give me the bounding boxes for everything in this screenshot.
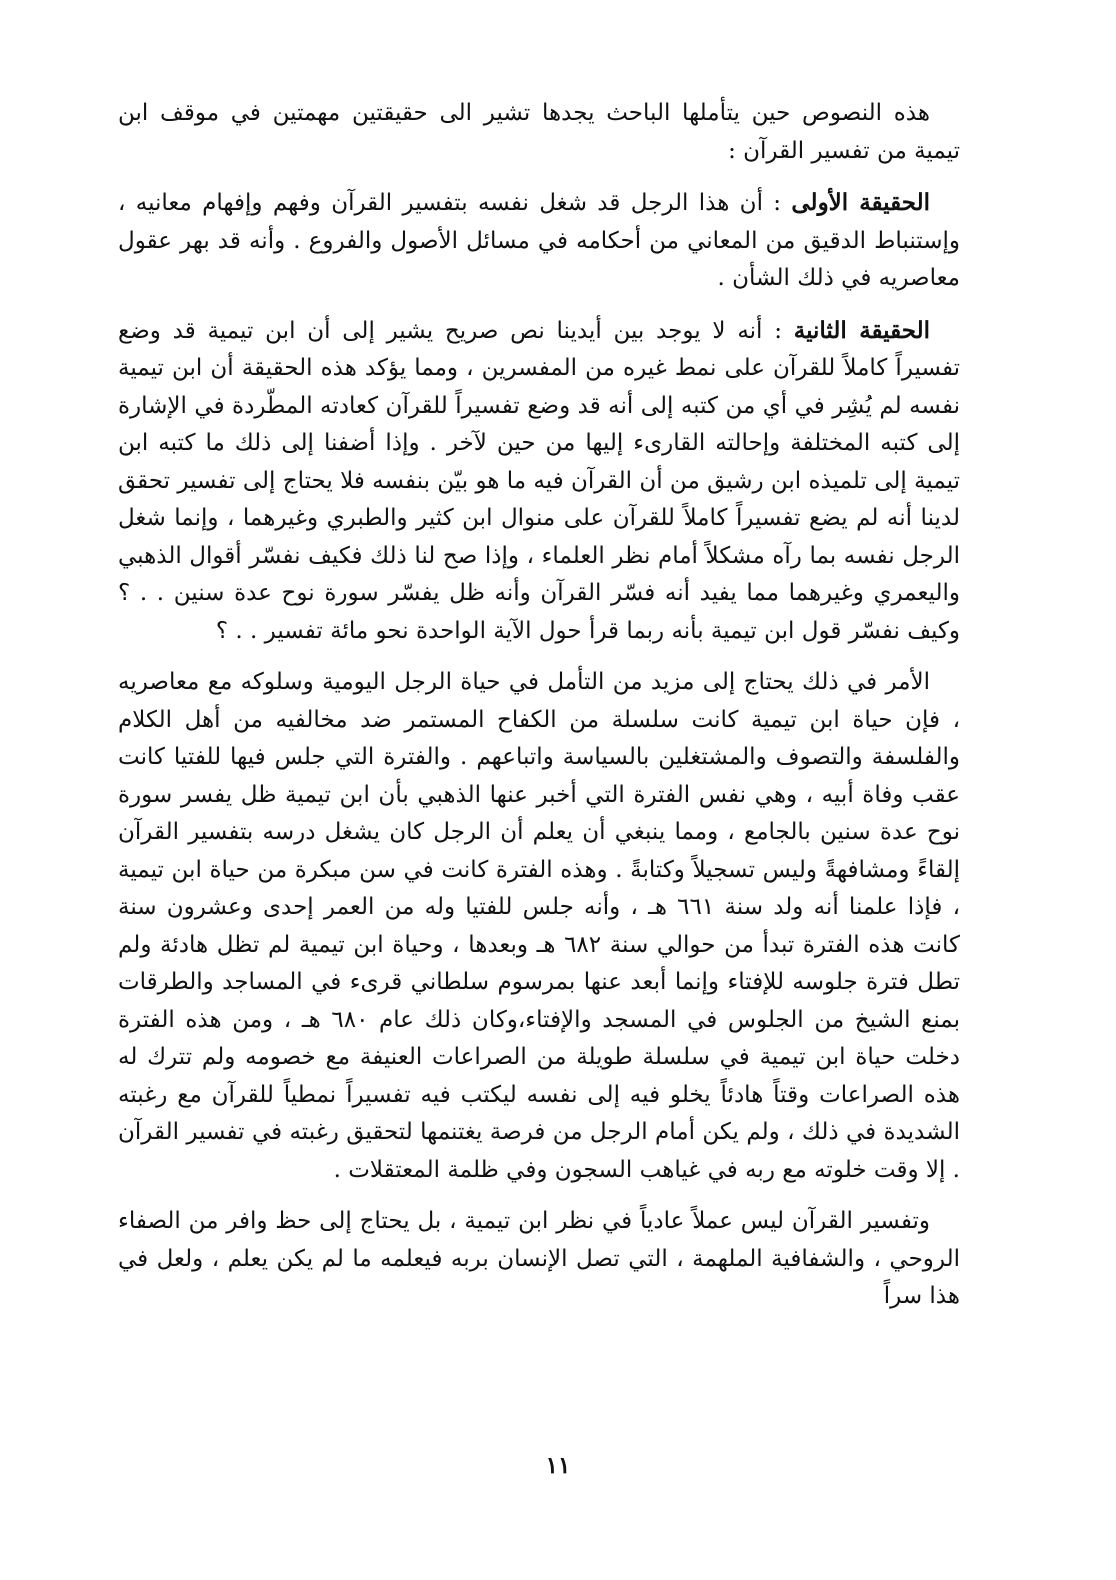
paragraph-text: الأمر في ذلك يحتاج إلى مزيد من التأمل في حياة الرجل اليومية وسلوكه مع معاصريه ، فإن حياة ابن تيمية كانت سلسلة من الكفاح المستمر ضد مخالفيه من أهل الكلام والفلسفة والتصوف والمشتغلين بالسياسة واتباعهم . والفترة التي جلس فيها للفتيا كانت عقب وفاة أبيه ، وهي نفس الفترة التي أخبر عنها الذهبي بأن ابن تيمية ظل يفسر سورة نوح عدة سنين بالجامع ، ومما ينبغي أن يعلم أن الرجل كان يشغل درسه بتفسير القرآن إلقاءً ومشافهةً وليس تسجيلاً وكتابةً . وهذه الفترة كانت في سن مبكرة من حياة ابن تيمية ، فإذا علمنا أنه ولد سنة ٦٦١ هـ ، وأنه جلس للفتيا وله من العمر إحدى وعشرون سنة كانت هذه الفترة تبدأ من حوالي سنة ٦٨٢ هـ وبعدها ، وحياة ابن تيمية لم تظل هادئة ولم تطل فترة جلوسه للإفتاء وإنما أبعد عنها بمرسوم سلطاني قرىء في المساجد والطرقات بمنع الشيخ من الجلوس في المسجد والإفتاء،وكان ذلك عام ٦٨٠ هـ ، ومن هذه الفترة دخلت حياة ابن تيمية في سلسلة طويلة من الصراعات العنيفة مع خصومه ولم تترك له هذه الصراعات وقتاً هادئاً يخلو فيه إلى نفسه ليكتب فيه تفسيراً نمطياً للقرآن مع رغبته الشديدة في ذلك ، ولم يكن أمام الرجل من فرصة يغتنمها لتحقيق رغبته في تفسير القرآن . إلا وقت خلوته مع ربه في غياهب السجون وفي ظلمة المعتقلات . — [118, 669, 960, 1183]
paragraph-discussion — [118, 664, 960, 1189]
paragraph-lead-heading: الحقيقة الأولى — [791, 189, 930, 216]
paragraph-text: : أن هذا الرجل قد شغل نفسه بتفسير القرآن وفهم وإفهام معانيه ، وإستنباط الدقيق من المعاني من أحكامه في مسائل الأصول والفروع . وأنه قد بهر عقول معاصريه في ذلك الشأن . — [118, 190, 960, 291]
paragraph-intro — [118, 95, 960, 170]
paragraph-text: : أنه لا يوجد بين أيدينا نص صريح يشير إلى أن ابن تيمية قد وضع تفسيراً كاملاً للقرآن على نمط غيره من المفسرين ، ومما يؤكد هذه الحقيقة أن ابن تيمية نفسه لم يُشِر في أي من كتبه إلى أنه قد وضع تفسيراً للقرآن كعادته المطّردة في الإشارة إلى كتبه المختلفة وإحالته القارىء إليها من حين لآخر . وإذا أضفنا إلى ذلك ما كتبه ابن تيمية إلى تلميذه ابن رشيق من أن القرآن فيه ما هو بيّن بنفسه فلا يحتاج إلى تفسير تحقق لدينا أنه لم يضع تفسيراً كاملاً للقرآن على منوال ابن كثير والطبري وغيرهما ، وإنما شغل الرجل نفسه بما رآه مشكلاً أمام نظر العلماء ، وإذا صح لنا ذلك فكيف نفسّر أقوال الذهبي واليعمري وغيرهما مما يفيد أنه فسّر القرآن وأنه ظل يفسّر سورة نوح عدة سنين . . ؟ وكيف نفسّر قول ابن تيمية بأنه ربما قرأ حول الآية الواحدة نحو مائة تفسير . . ؟ — [118, 317, 960, 644]
paragraph-first-fact — [118, 184, 960, 298]
paragraph-second-fact — [118, 312, 960, 651]
page-number: ١١ — [545, 1452, 571, 1479]
paragraph-closing — [118, 1203, 960, 1316]
paragraph-lead-heading: الحقيقة الثانية — [793, 316, 931, 344]
paragraph-text: هذه النصوص حين يتأملها الباحث يجدها تشير الى حقيقتين مهمتين في موقف ابن تيمية من تفسير القرآن : — [118, 100, 960, 164]
page-body — [118, 95, 960, 1330]
paragraph-text: وتفسير القرآن ليس عملاً عادياً في نظر ابن تيمية ، بل يحتاج إلى حظ وافر من الصفاء الروحي ، والشفافية الملهمة ، التي تصل الإنسان بربه فيعلمه ما لم يكن يعلم ، ولعل في هذا سراً — [118, 1208, 960, 1309]
